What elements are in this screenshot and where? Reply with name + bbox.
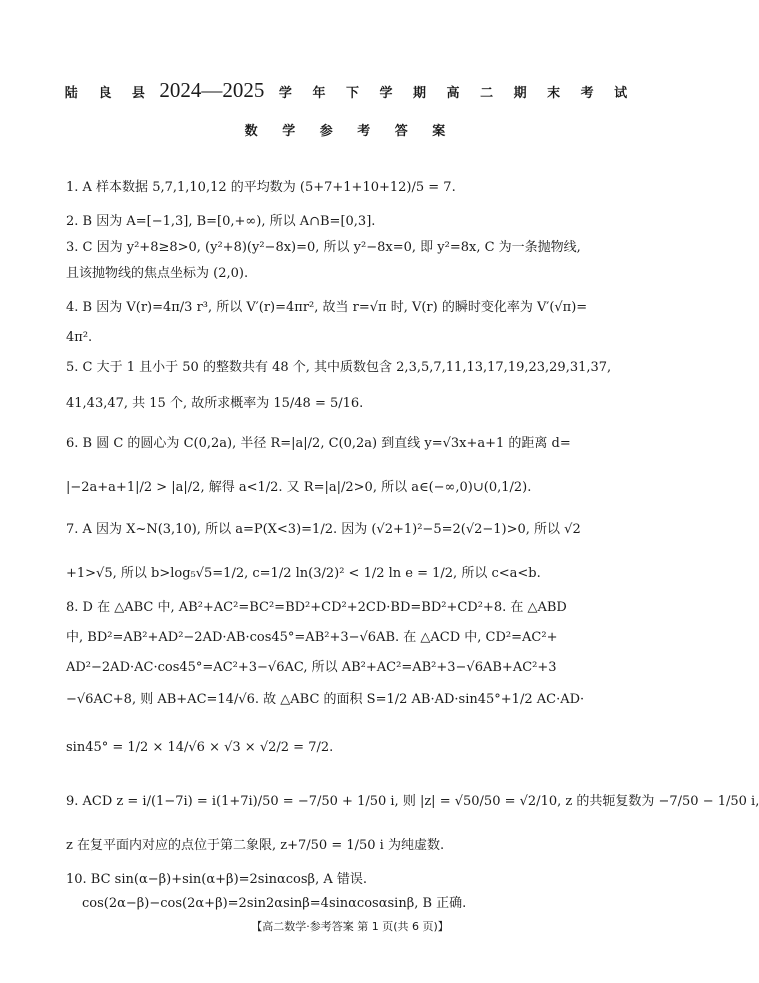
answer-8-cont-4: sin45° = 1/2 × 14/√6 × √3 × √2/2 = 7/2. [66,740,334,755]
answer-1: 1. A 样本数据 5,7,1,10,12 的平均数为 (5+7+1+10+12)/5 = 7. [66,180,456,195]
title-years: 2024—2025 [159,78,265,102]
title-prefix: 陆 良 县 [64,86,153,101]
answer-4: 4. B 因为 V(r)=4π/3 r³, 所以 V′(r)=4πr², 故当 r=√π 时, V(r) 的瞬时变化率为 V′(√π)= [66,300,588,315]
answer-3: 3. C 因为 y²+8≥8>0, (y²+8)(y²−8x)=0, 所以 y²−8x=0, 即 y²=8x, C 为一条抛物线, [66,240,581,255]
page-footer: 【高二数学·参考答案 第 1 页(共 6 页)】 [251,920,449,933]
answer-6-cont: |−2a+a+1|/2 > |a|/2, 解得 a<1/2. 又 R=|a|/2>0, 所以 a∈(−∞,0)∪(0,1/2). [66,480,532,495]
answer-5-cont: 41,43,47, 共 15 个, 故所求概率为 15/48 = 5/16. [66,396,364,411]
answer-7: 7. A 因为 X~N(3,10), 所以 a=P(X<3)=1/2. 因为 (√2+1)²−5=2(√2−1)>0, 所以 √2 [66,522,581,537]
answer-7-cont: +1>√5, 所以 b>log₅√5=1/2, c=1/2 ln(3/2)² < 1/2 ln e = 1/2, 所以 c<a<b. [66,566,541,581]
answer-8-cont-1: 中, BD²=AB²+AD²−2AD·AB·cos45°=AB²+3−√6AB. 在 △ACD 中, CD²=AC²+ [66,630,558,645]
page-subtitle: 数 学 参 考 答 案 [244,124,456,139]
answer-5: 5. C 大于 1 且小于 50 的整数共有 48 个, 其中质数包含 2,3,5,7,11,13,17,19,23,29,31,37, [66,360,612,375]
answer-8: 8. D 在 △ABC 中, AB²+AC²=BC²=BD²+CD²+2CD·BD=BD²+CD²+8. 在 △ABD [66,600,567,615]
answer-10-cont: cos(2α−β)−cos(2α+β)=2sin2αsinβ=4sinαcosαsinβ, B 正确. [82,896,467,911]
answer-6: 6. B 圆 C 的圆心为 C(0,2a), 半径 R=|a|/2, C(0,2a) 到直线 y=√3x+a+1 的距离 d= [66,436,571,451]
answer-3-cont: 且该抛物线的焦点坐标为 (2,0). [66,266,249,281]
answer-4-cont: 4π². [66,330,93,345]
title-suffix: 学 年 下 学 期 高 二 期 末 考 试 [278,86,636,101]
answer-8-cont-2: AD²−2AD·AC·cos45°=AC²+3−√6AC, 所以 AB²+AC²=AB²+3−√6AB+AC²+3 [66,660,557,675]
answer-8-cont-3: −√6AC+8, 则 AB+AC=14/√6. 故 △ABC 的面积 S=1/2 AB·AD·sin45°+1/2 AC·AD· [66,692,585,707]
answer-9: 9. ACD z = i/(1−7i) = i(1+7i)/50 = −7/50 + 1/50 i, 则 |z| = √50/50 = √2/10, z 的共轭复数为 −7/50 − 1/50 i, [66,794,759,809]
page-title [0,78,700,103]
answer-10: 10. BC sin(α−β)+sin(α+β)=2sinαcosβ, A 错误. [66,872,367,887]
answer-9-cont: z 在复平面内对应的点位于第二象限, z+7/50 = 1/50 i 为纯虚数. [66,838,445,853]
answer-2: 2. B 因为 A=[−1,3], B=[0,+∞), 所以 A∩B=[0,3]. [66,214,376,229]
